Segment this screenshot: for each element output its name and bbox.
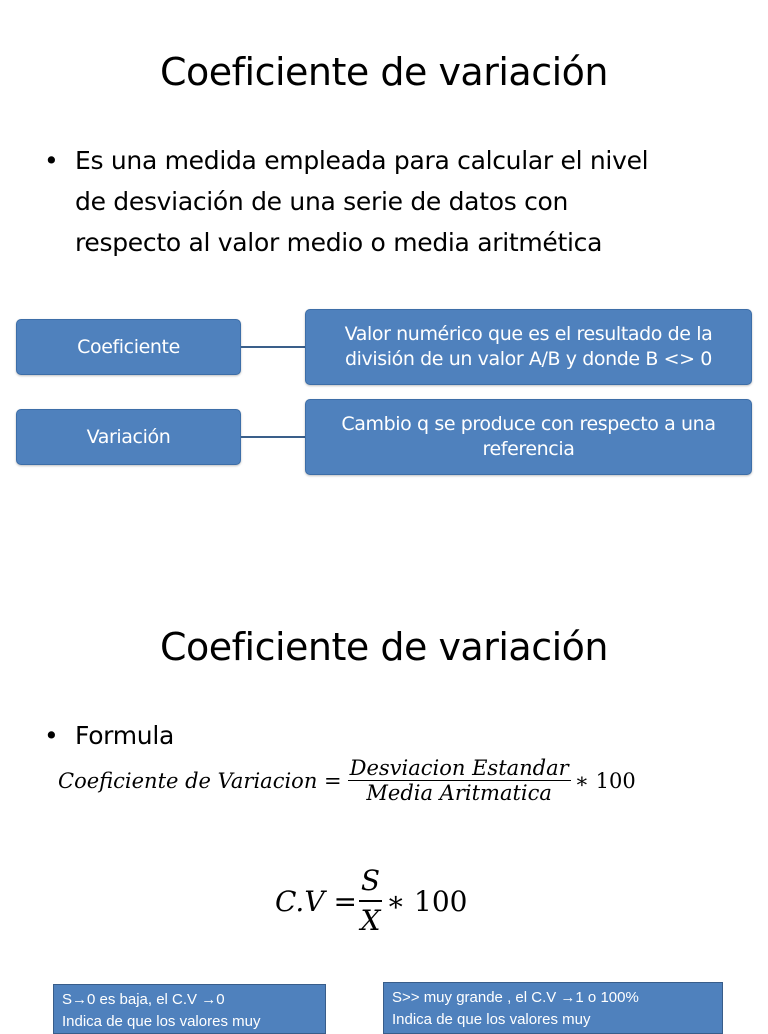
note-line: Indica de que los valores muy xyxy=(392,1011,591,1028)
term-box-coeficiente xyxy=(16,319,241,375)
term-label: Coeficiente xyxy=(77,335,180,358)
formula-short xyxy=(275,862,467,940)
definition-line: Cambio q se produce con respecto a una xyxy=(341,413,716,435)
fraction-numerator: Desviacion Estandar xyxy=(349,756,569,780)
fraction-numerator: S xyxy=(359,862,382,902)
definition-box-coeficiente xyxy=(305,309,752,385)
bullet-text: Formula xyxy=(75,721,174,750)
definition-line: referencia xyxy=(482,438,575,460)
bullet-icon: • xyxy=(44,146,59,175)
note-line: Indica de que los valores muy xyxy=(62,1013,261,1030)
note-high-variation xyxy=(383,982,723,1034)
formula-fraction xyxy=(359,862,382,940)
note-low-variation xyxy=(53,984,326,1034)
bullet-formula xyxy=(44,715,174,756)
bullet-line: de desviación de una serie de datos con xyxy=(75,187,569,216)
formula-lhs: C.V = xyxy=(275,884,357,918)
term-label: Variación xyxy=(86,425,171,448)
definition-line: división de un valor A/B y donde B <> 0 xyxy=(344,348,712,370)
note-line: S>> muy grande , el C.V →1 o 100% xyxy=(392,989,639,1006)
formula-multiplier: ∗ 100 xyxy=(386,884,468,918)
slide-title: Coeficiente de variación xyxy=(160,625,608,669)
formula-multiplier: ∗ 100 xyxy=(574,768,636,793)
formula-full xyxy=(58,756,636,805)
slide-title: Coeficiente de variación xyxy=(160,50,608,94)
bullet-definition xyxy=(44,140,648,263)
fraction-denominator: X xyxy=(360,904,381,937)
connector-line xyxy=(241,436,305,438)
definition-box-variacion xyxy=(305,399,752,475)
term-box-variacion xyxy=(16,409,241,465)
fraction-denominator: Media Aritmatica xyxy=(366,781,552,805)
bullet-line: Es una medida empleada para calcular el nivel xyxy=(75,146,649,175)
note-line: S→0 es baja, el C.V →0 xyxy=(62,991,225,1008)
formula-lhs: Coeficiente de Variacion = xyxy=(58,768,342,793)
formula-fraction xyxy=(348,756,571,805)
bullet-icon: • xyxy=(44,721,59,750)
definition-line: Valor numérico que es el resultado de la xyxy=(344,323,713,345)
bullet-line: respecto al valor medio o media aritmética xyxy=(75,228,603,257)
connector-line xyxy=(241,346,305,348)
